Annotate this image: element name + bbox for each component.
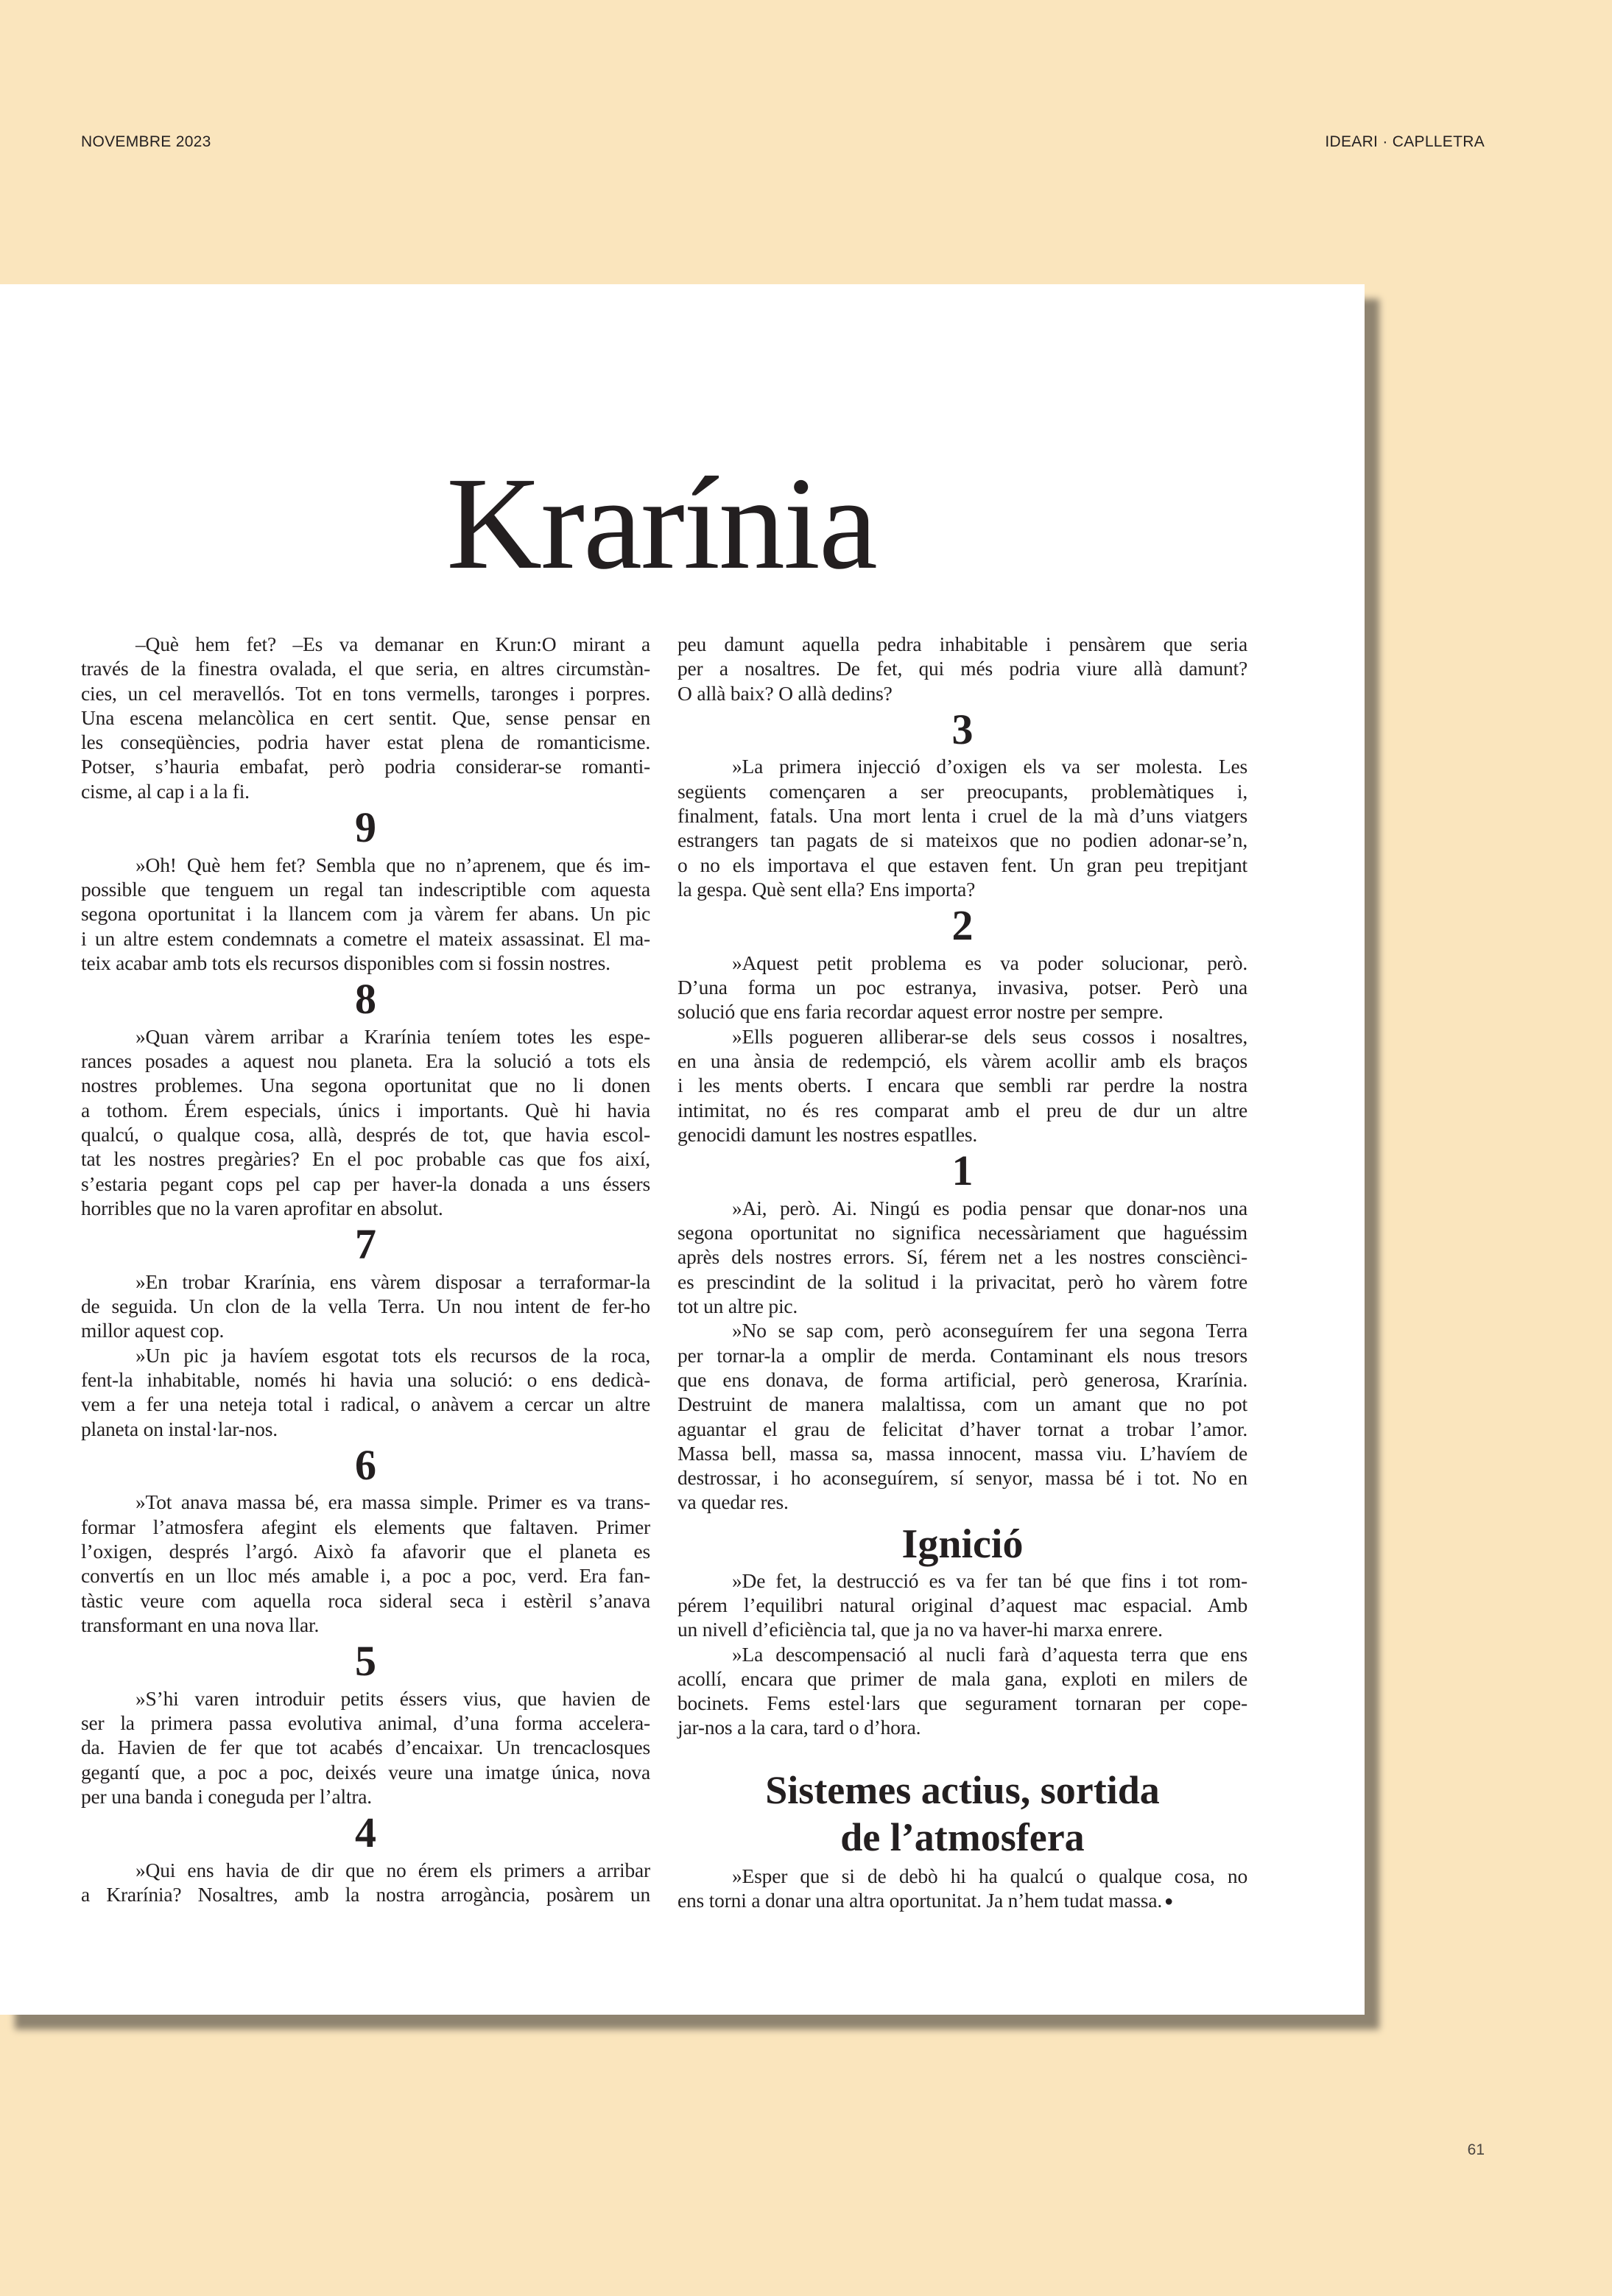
text-line-content: »Oh! Què hem fet? Sembla que no n’aprenem, que és im-	[135, 853, 650, 876]
text-line-content: per tornar-la a omplir de merda. Contaminant els nous tresors	[677, 1343, 1247, 1367]
text-line-content: les conseqüències, podria haver estat plena de romanticisme.	[81, 730, 650, 754]
text-line	[81, 1858, 650, 1882]
text-line-content: Destruint de manera malaltissa, com un amant que no pot	[677, 1392, 1247, 1416]
text-line	[81, 1515, 650, 1539]
text-line-content: »S’hi varen introduir petits éssers vius, que havien de	[135, 1686, 650, 1710]
text-line-content: tàstic veure com aquella roca sideral seca i estèril s’anava	[81, 1588, 650, 1612]
paragraph	[81, 632, 650, 803]
text-line	[677, 828, 1247, 852]
text-line	[81, 1073, 650, 1097]
paragraph	[677, 951, 1247, 1024]
text-line-content: après dels nostres errors. Sí, férem net a les nostres consciènci-	[677, 1245, 1247, 1269]
text-line	[81, 632, 650, 656]
text-line-content: la gespa. Què sent ella? Ens importa?	[677, 877, 976, 901]
text-line	[677, 1098, 1247, 1122]
text-line-content: nostres problemes. Una segona oportunitat que no li donen	[81, 1074, 650, 1097]
text-line	[81, 926, 650, 951]
text-line	[677, 1642, 1247, 1666]
text-line	[81, 1343, 650, 1367]
text-line-content: genocidi damunt les nostres espatlles.	[677, 1122, 978, 1146]
text-line-content: intimitat, no és res comparat amb el preu de dur un altre	[677, 1098, 1247, 1121]
text-line-content: de seguida. Un clon de la vella Terra. Un nou intent de fer-ho	[81, 1295, 650, 1318]
text-line-content: »Esper que si de debò hi ha qualcú o qualque cosa, no	[732, 1864, 1247, 1887]
text-line	[677, 681, 1247, 705]
text-line	[677, 951, 1247, 975]
text-line-content: »La descompensació al nucli farà d’aquesta terra que ens	[732, 1642, 1247, 1666]
text-line	[677, 779, 1247, 803]
paragraph	[81, 1343, 650, 1441]
text-line	[677, 1490, 1247, 1514]
page-number: 61	[1467, 2141, 1485, 2158]
text-line-content: possible que tenguem un regal tan indescriptible com aquesta	[81, 877, 650, 901]
text-line	[81, 1760, 650, 1784]
section-heading-line: Ignició	[901, 1521, 1024, 1567]
text-line-content: –Què hem fet? –Es va demanar en Krun:O mirant a	[135, 633, 650, 655]
text-line-content: un nivell d’eficiència tal, que ja no va haver-hi marxa enrere.	[677, 1618, 1163, 1641]
text-line	[677, 1392, 1247, 1416]
text-line	[81, 1784, 650, 1809]
end-mark-icon: ●	[1164, 1893, 1173, 1910]
text-line-content: millor aquest cop.	[81, 1319, 225, 1342]
text-line	[81, 1318, 650, 1342]
paragraph	[677, 1318, 1247, 1514]
text-line	[677, 1715, 1247, 1739]
text-line	[677, 1073, 1247, 1097]
section-number: 5	[355, 1637, 376, 1686]
text-line-content: s’estaria pegant cops pel cap per haver-la donada a uns éssers	[81, 1172, 650, 1195]
text-line	[677, 1024, 1247, 1049]
text-line-content: que ens donava, de forma artificial, però generosa, Krarínia.	[677, 1367, 1247, 1391]
text-line	[677, 999, 1247, 1024]
issue-date: NOVEMBRE 2023	[81, 133, 211, 150]
text-line	[677, 1270, 1247, 1294]
paragraph	[677, 1642, 1247, 1740]
text-line-content: o no els importava el que estaven fent. Un gran peu trepitjant	[677, 853, 1247, 876]
text-line-content: i un altre estem condemnats a cometre el mateix assassinat. El ma-	[81, 926, 650, 950]
text-line-content: »No se sap com, però aconseguírem fer una segona Terra	[732, 1319, 1247, 1342]
text-line	[677, 1367, 1247, 1392]
paragraph	[677, 1024, 1247, 1147]
text-line-content: »Tot anava massa bé, era massa simple. Primer es va trans-	[135, 1490, 650, 1514]
text-line-content: finalment, fatals. Una mort lenta i cruel de la mà d’uns viatgers	[677, 804, 1247, 828]
text-line-content: »La primera injecció d’oxigen els va ser molesta. Les	[732, 755, 1247, 778]
text-line-content: »Qui ens havia de dir que no érem els primers a arribar	[135, 1858, 650, 1881]
text-line	[81, 1490, 650, 1514]
section-heading-line: de l’atmosfera	[840, 1814, 1085, 1859]
text-line	[677, 1691, 1247, 1715]
text-line	[677, 853, 1247, 877]
text-line	[81, 1588, 650, 1613]
paragraph	[81, 1024, 650, 1220]
text-line-content: cies, un cel meravellós. Tot en tons vermells, taronges i porpres.	[81, 681, 650, 705]
text-line	[81, 1417, 650, 1441]
text-line-content: cisme, al cap i a la fi.	[81, 779, 250, 803]
section-number: 9	[355, 803, 376, 852]
text-line	[81, 1196, 650, 1220]
text-line-content: »Ells pogueren alliberar-se dels seus cossos i nosaltres,	[732, 1024, 1247, 1048]
text-line	[81, 754, 650, 778]
paragraph	[677, 1568, 1247, 1642]
text-line	[81, 1024, 650, 1049]
text-line-content: ser la primera passa evolutiva animal, d’una forma accelera-	[81, 1711, 650, 1735]
text-line	[81, 681, 650, 705]
text-line-content: següents començaren a ser preocupants, problemàtiques i,	[677, 779, 1247, 803]
text-line	[677, 1568, 1247, 1593]
text-line-content: Una escena melancòlica en cert sentit. Que, sense pensar en	[81, 705, 650, 729]
paragraph	[81, 853, 650, 975]
section-label: IDEARI · CAPLLETRA	[1325, 133, 1485, 150]
paragraph	[677, 754, 1247, 901]
article-title: Krarínia	[446, 449, 876, 596]
paragraph	[81, 1270, 650, 1343]
text-line-content: tot un altre pic.	[677, 1295, 798, 1318]
text-line	[677, 803, 1247, 828]
text-line	[81, 877, 650, 901]
text-line	[81, 1711, 650, 1735]
text-line-content: O allà baix? O allà dedins?	[677, 681, 893, 705]
text-line	[81, 1172, 650, 1196]
section-number: 2	[951, 901, 974, 950]
text-line	[677, 656, 1247, 680]
text-line	[81, 951, 650, 975]
section-number: 6	[355, 1440, 376, 1489]
text-line	[81, 705, 650, 730]
text-line	[81, 1563, 650, 1588]
text-line	[677, 1417, 1247, 1441]
text-column-left	[81, 632, 650, 1906]
text-line	[81, 1049, 650, 1073]
text-line	[677, 1666, 1247, 1691]
text-line	[677, 1465, 1247, 1490]
text-line	[677, 1343, 1247, 1367]
text-line	[677, 975, 1247, 999]
text-line-content: per a nosaltres. De fet, qui més podria viure allà damunt?	[677, 657, 1247, 680]
text-line-content: destrossar, i ho aconseguírem, sí senyor, massa bé i tot. No en	[677, 1466, 1247, 1490]
section-number: 7	[355, 1220, 376, 1269]
text-line-content: través de la finestra ovalada, el que seria, en altres circumstàn-	[81, 657, 650, 680]
text-line-content: i les ments oberts. I encara que sembli rar perdre la nostra	[677, 1074, 1247, 1097]
text-line-content: convertís en un lloc més amable i, a poc a poc, verd. Era fan-	[81, 1564, 650, 1588]
text-line-content: »Un pic ja havíem esgotat tots els recursos de la roca,	[135, 1343, 650, 1367]
text-line-content: peu damunt aquella pedra inhabitable i pensàrem que seria	[677, 633, 1247, 655]
text-line-content: horribles que no la varen aprofitar en absolut.	[81, 1196, 443, 1219]
section-heading	[677, 1740, 1247, 1864]
text-line-content: tat les nostres pregàries? En el poc probable cas que fos així,	[81, 1147, 650, 1171]
text-line-content: qualcú, o qualque cosa, allà, després de tot, que havia escol-	[81, 1122, 650, 1146]
text-line	[677, 1220, 1247, 1244]
text-line-content: en una ànsia de redempció, els vàrem acollir amb els braços	[677, 1049, 1247, 1073]
text-line-content: estrangers tan pagats de si mateixos que no podien adonar-se’n,	[677, 828, 1247, 852]
text-line-content: segona oportunitat no significa necessàriament que haguéssim	[677, 1221, 1247, 1244]
text-line	[677, 1593, 1247, 1617]
text-line	[81, 730, 650, 754]
text-line-content: »Ai, però. Ai. Ningú es podia pensar que donar-nos una	[732, 1196, 1247, 1219]
text-line-content: a tothom. Érem especials, únics i importants. Què hi havia	[81, 1098, 650, 1121]
text-line	[677, 1318, 1247, 1342]
text-line-content: transformant en una nova llar.	[81, 1613, 320, 1636]
text-line-content: planeta on instal·lar-nos.	[81, 1417, 278, 1440]
text-line	[677, 1888, 1247, 1912]
section-number: 8	[355, 975, 376, 1024]
paragraph	[677, 1196, 1247, 1318]
text-line	[81, 1122, 650, 1147]
text-line-content: bocinets. Fems estel·lars que segurament tornaran per cope-	[677, 1691, 1247, 1715]
paragraph	[81, 1686, 650, 1809]
text-line-content: pérem l’equilibri natural original d’aquest mac espacial. Amb	[677, 1593, 1247, 1616]
text-line-content: ens torni a donar una altra oportunitat. Ja n’hem tudat massa.	[677, 1889, 1163, 1912]
text-line	[677, 632, 1247, 656]
text-line-content: va quedar res.	[677, 1490, 789, 1514]
text-line	[81, 1098, 650, 1122]
text-line-content: solució que ens faria recordar aquest error nostre per sempre.	[677, 1000, 1164, 1024]
text-column-right	[677, 632, 1247, 1912]
text-line-content: acollí, encara que primer de mala gana, exploti en milers de	[677, 1666, 1247, 1690]
text-line	[677, 1122, 1247, 1147]
text-line	[81, 1735, 650, 1759]
text-line	[81, 779, 650, 803]
text-line-content: l’oxigen, després l’argó. Això fa afavorir que el planeta es	[81, 1539, 650, 1563]
text-line	[677, 1441, 1247, 1465]
text-line-content: da. Havien de fer que tot acabés d’encaixar. Un trencaclosques	[81, 1736, 650, 1759]
section-heading	[677, 1515, 1247, 1568]
text-line-content: »En trobar Krarínia, ens vàrem disposar a terraformar-la	[135, 1270, 650, 1293]
text-line-content: es prescindint de la solitud i la privacitat, però ho vàrem fotre	[677, 1270, 1247, 1293]
text-line	[81, 1539, 650, 1563]
text-line-content: formar l’atmosfera afegint els elements que faltaven. Primer	[81, 1515, 650, 1538]
text-line	[81, 901, 650, 926]
text-line	[81, 656, 650, 680]
text-line	[81, 1294, 650, 1318]
text-line	[81, 1686, 650, 1711]
section-number: 3	[951, 705, 974, 753]
text-line	[81, 1392, 650, 1416]
paragraph	[677, 1864, 1247, 1913]
section-heading-line: Sistemes actius, sortida	[765, 1767, 1160, 1812]
text-line-content: gegantí que, a poc a poc, deixés veure una imatge única, nova	[81, 1760, 650, 1783]
text-line-content: a Krarínia? Nosaltres, amb la nostra arrogància, posàrem un	[81, 1883, 650, 1906]
paragraph	[677, 632, 1247, 705]
text-line-content: »Quan vàrem arribar a Krarínia teníem totes les espe-	[135, 1024, 650, 1048]
text-line-content: »Aquest petit problema es va poder solucionar, però.	[732, 951, 1247, 974]
text-line-content: rances posades a aquest nou planeta. Era la solució a tots els	[81, 1049, 650, 1073]
text-line-content: segona oportunitat i la llancem com ja vàrem fer abans. Un pic	[81, 902, 650, 926]
text-line	[81, 1882, 650, 1906]
text-line	[677, 877, 1247, 901]
section-number: 4	[355, 1809, 376, 1857]
text-line	[677, 1049, 1247, 1073]
text-line-content: »De fet, la destrucció es va fer tan bé que fins i tot rom-	[732, 1568, 1247, 1592]
text-line-content: jar-nos a la cara, tard o d’hora.	[677, 1716, 921, 1739]
section-number: 1	[951, 1147, 974, 1195]
paragraph	[81, 1490, 650, 1637]
text-line	[81, 1613, 650, 1637]
text-line-content: aguantar el grau de felicitat d’haver tornat a trobar l’amor.	[677, 1417, 1247, 1440]
text-line	[677, 1617, 1247, 1641]
text-line	[677, 1244, 1247, 1269]
text-line-content: D’una forma un poc estranya, invasiva, potser. Però una	[677, 976, 1247, 999]
text-line	[677, 1864, 1247, 1888]
text-line-content: Massa bell, massa sa, massa innocent, massa viu. L’havíem de	[677, 1441, 1247, 1465]
text-line	[677, 1196, 1247, 1220]
text-line	[81, 1367, 650, 1392]
text-line	[677, 1294, 1247, 1318]
paragraph	[81, 1858, 650, 1907]
text-line	[81, 1147, 650, 1171]
text-line-content: per una banda i coneguda per l’altra.	[81, 1784, 372, 1808]
text-line	[81, 853, 650, 877]
text-line-content: vem a fer una neteja total i radical, o anàvem a cercar un altre	[81, 1392, 650, 1416]
text-line-content: fent-la inhabitable, només hi havia una solució: o ens dedicà-	[81, 1367, 650, 1391]
text-line-content: teix acabar amb tots els recursos disponibles com si fossin nostres.	[81, 951, 610, 974]
text-line	[677, 754, 1247, 778]
text-line-content: Potser, s’hauria embafat, però podria considerar-se romanti-	[81, 755, 650, 778]
text-line	[81, 1270, 650, 1294]
